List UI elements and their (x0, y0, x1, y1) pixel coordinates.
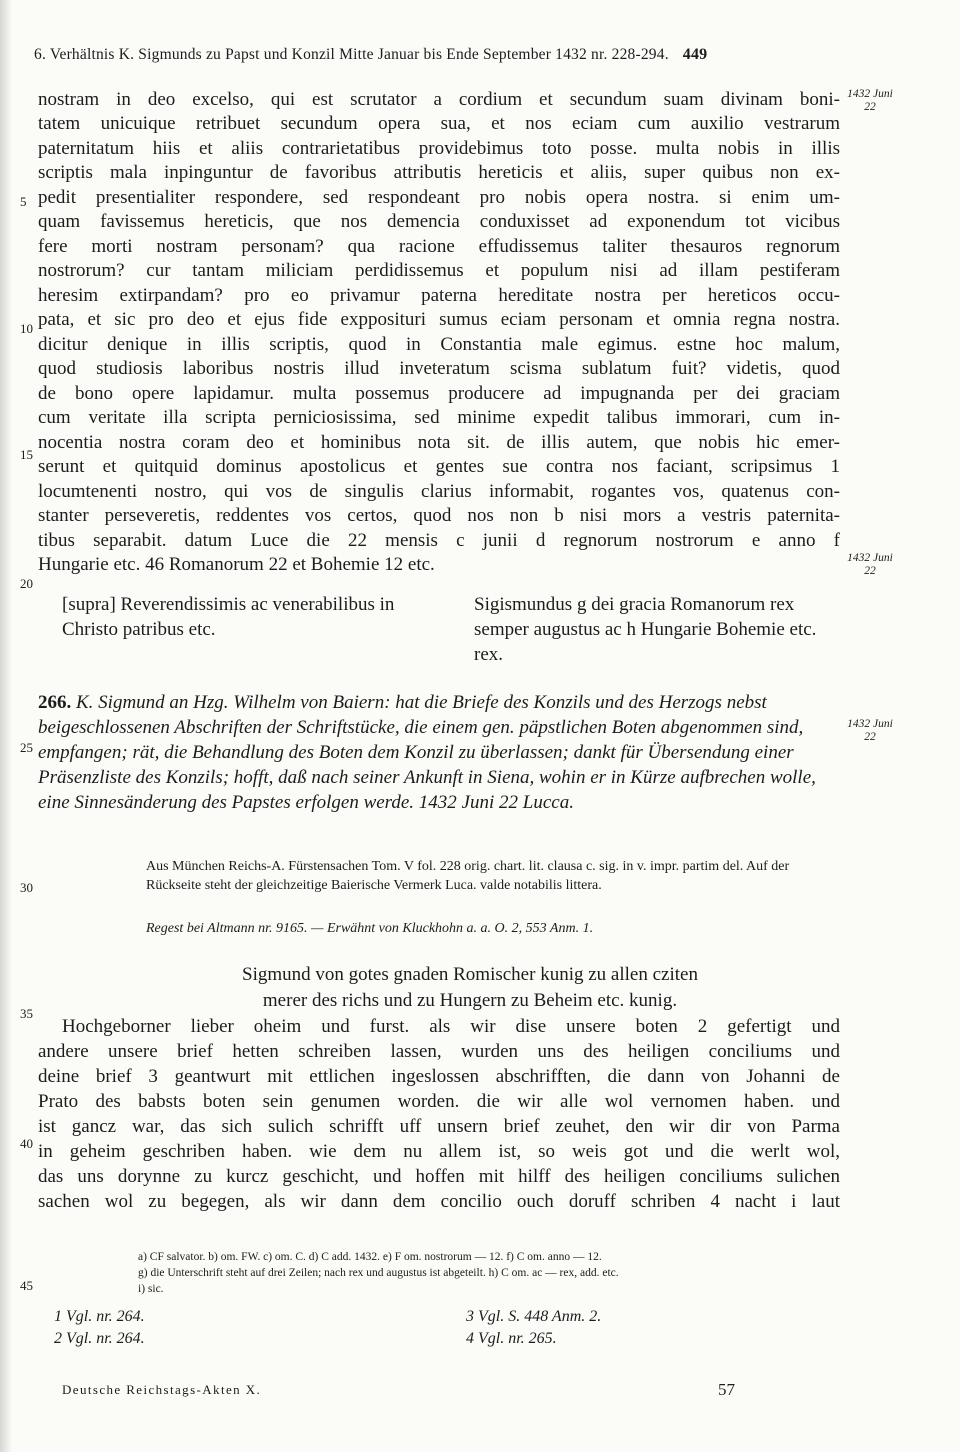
doc266-heading (38, 690, 838, 815)
doc266-source: Aus München Reichs-A. Fürstensachen Tom. V fol. 228 orig. chart. lit. clausa c. sig. in v. impr. partim del. Auf der Rückseite steht der gleichzeitige Baierische Vermerk Luca. valde notabilis littera. (146, 859, 790, 893)
signature-mark: 57 (718, 1380, 735, 1399)
letter-address: [supra] Reverendissimis ac venerabilibus in Christo patribus etc. (62, 594, 395, 640)
letter-line: fere morti nostram personam? qua racione effudissemus taliter thesauros regnorum (38, 236, 840, 257)
doc266-line: ist gancz war, das sich sulich schrifft uff unsern brief zeuhet, den wir dir von Parma (38, 1116, 840, 1137)
apparatus-note: i) sic. (138, 1283, 164, 1295)
line-number: 45 (20, 1278, 33, 1293)
letter-line: de bono opere lapidamur. multa possemus producere ad impugnanda per dei graciam (38, 383, 840, 404)
line-number: 40 (20, 1136, 33, 1151)
line-number: 30 (20, 880, 33, 895)
letter-line: dicitur denique in illis scriptis, quod in Constantia male egimus. estne hoc malum, (38, 334, 840, 355)
letter-line: heresim extirpandam? pro eo privamur paterna hereditate nostra per hereticos occu- (38, 285, 840, 306)
apparatus-note: a) CF salvator. b) om. FW. c) om. C. d) C add. 1432. e) F om. nostrorum — 12. f) C om. anno — 12. (138, 1251, 602, 1263)
line-number: 5 (20, 194, 27, 209)
letter-line: nocentia nostra coram deo et hominibus nota sit. de illis autem, que nobis hic emer- (38, 432, 840, 453)
letter-line: serunt et quitquid dominus apostolicus et gentes sue contra nos faciant, scripsimus 1 (38, 456, 840, 477)
footnote-1: 1 Vgl. nr. 264. (54, 1308, 145, 1325)
doc266-line: sachen wol zu begegen, als wir dann dem concilio ouch doruff schriben 4 nacht i laut (38, 1191, 840, 1212)
doc266-line: andere unsere brief hetten schreiben lassen, wurden uns des heiligen conciliums und (38, 1041, 840, 1062)
doc266-line: Prato des babsts boten sein genumen worden. die wir alle wol vernomen haben. und (38, 1091, 840, 1112)
footnote-4: 4 Vgl. nr. 265. (466, 1330, 557, 1347)
line-number: 20 (20, 576, 33, 591)
doc266-line: in geheim geschriben haben. wie dem nu allem ist, so weis got und die werlt wol, (38, 1141, 840, 1162)
letter-line: cum veritate illa scripta perniciosissima, sed minime expedit talibus immorari, cum in- (38, 407, 840, 428)
letter-line: Hungarie etc. 46 Romanorum 22 et Bohemie 12 etc. (38, 554, 435, 575)
letter-line: locumtenenti nostro, qui vos de singulis clarius informabit, rogantes vos, quatenus con- (38, 481, 840, 502)
line-number: 10 (20, 321, 33, 336)
letter-signature: Sigismundus g dei gracia Romanorum rex semper augustus ac h Hungarie Bohemie etc. rex. (474, 594, 817, 665)
apparatus-note: g) die Unterschrift steht auf drei Zeilen; nach rex und augustus ist abgeteilt. h) C om. ac — rex, add. etc. (138, 1267, 619, 1279)
doc266-line: das uns dorynne zu kurcz geschicht, und hoffen mit hilff des heiligen conciliums sulichen (38, 1166, 840, 1187)
line-number: 25 (20, 740, 33, 755)
letter-line: paternitatum hiis et aliis contrarietatibus providebimus toto posse. multa nobis in illis (38, 138, 840, 159)
footnote-2: 2 Vgl. nr. 264. (54, 1330, 145, 1347)
doc266-salutation-line: Sigmund von gotes gnaden Romischer kunig zu allen cziten (242, 964, 698, 985)
letter-line: quam favissemus hereticis, que nos demencia conduxisset ad exponendum tot vicibus (38, 211, 840, 232)
page-edge-shadow (0, 0, 12, 1452)
letter-line: nostrorum? cur tantam miliciam perdidissemus et populum nisi ad illam pestiferam (38, 260, 840, 281)
running-head (34, 46, 707, 64)
letter-line: pedit presentialiter respondere, sed respondeant pro nobis opera nostra. si enim um- (38, 187, 840, 208)
margin-date-mid: 1432 Juni 22 (847, 552, 893, 577)
page-number: 449 (682, 46, 708, 63)
footnote-3: 3 Vgl. S. 448 Anm. 2. (466, 1308, 602, 1325)
running-head-text: 6. Verhältnis K. Sigmunds zu Papst und Konzil Mitte Januar bis Ende September 1432 nr. 228-294. (34, 46, 669, 63)
doc266-number: 266. (38, 692, 72, 713)
doc266-salutation-line: merer des richs und zu Hungern zu Beheim etc. kunig. (262, 990, 678, 1011)
line-number: 35 (20, 1006, 33, 1021)
margin-date-top: 1432 Juni 22 (847, 88, 893, 113)
doc266-title: K. Sigmund an Hzg. Wilhelm von Baiern: hat die Briefe des Konzils und des Herzogs nebst beigeschlossenen Abschriften der Schriftstücke, die einem gen. päpstlichen Boten abgenommen sind, empfangen; rät, die Behandlung des Boten dem Konzil zu überlassen; dankt für Übersendung einer Präsenzliste des Konzils; hofft, daß nach seiner Ankunft in Siena, wohin er in Kürze aufbrechen wolle, eine Sinnesänderung des Papstes erfolgen werde. 1432 Juni 22 Lucca. (38, 692, 816, 813)
letter-line: scriptis mala inpinguntur de favoribus attributis hereticis et aliis, super quibus non ex- (38, 162, 840, 183)
letter-line: pata, et sic pro deo et ejus fide expposituri sumus eciam personam et omnia regna nostra. (38, 309, 840, 330)
letter-line: tatem unicuique retribuet secundum opera sua, et nos eciam cum auxilio vestrarum (38, 113, 840, 134)
letter-line: tibus separabit. datum Luce die 22 mensis c junii d regnorum nostrorum e anno f (38, 530, 840, 551)
letter-line: quod studiosis laboribus nostris illud inveteratum scisma sublatum fuit? videtis, quod (38, 358, 840, 379)
letter-line: nostram in deo excelso, qui est scrutator a cordium et secundum suam divinam boni- (38, 89, 840, 110)
volume-footer: Deutsche Reichstags-Akten X. (62, 1382, 262, 1397)
doc266-line: deine brief 3 geantwurt mit ettlichen ingeslossen abschrifften, die dann von Johanni de (38, 1066, 840, 1087)
line-number: 15 (20, 447, 33, 462)
margin-date-doc266: 1432 Juni 22 (847, 718, 893, 743)
letter-line: stanter perseveretis, reddentes vos certos, quod nos non b nisi mors a vestris paternita- (38, 505, 840, 526)
doc266-regest: Regest bei Altmann nr. 9165. — Erwähnt von Kluckhohn a. a. O. 2, 553 Anm. 1. (146, 921, 594, 936)
doc266-line: Hochgeborner lieber oheim und furst. als wir dise unsere boten 2 gefertigt und (62, 1016, 840, 1037)
